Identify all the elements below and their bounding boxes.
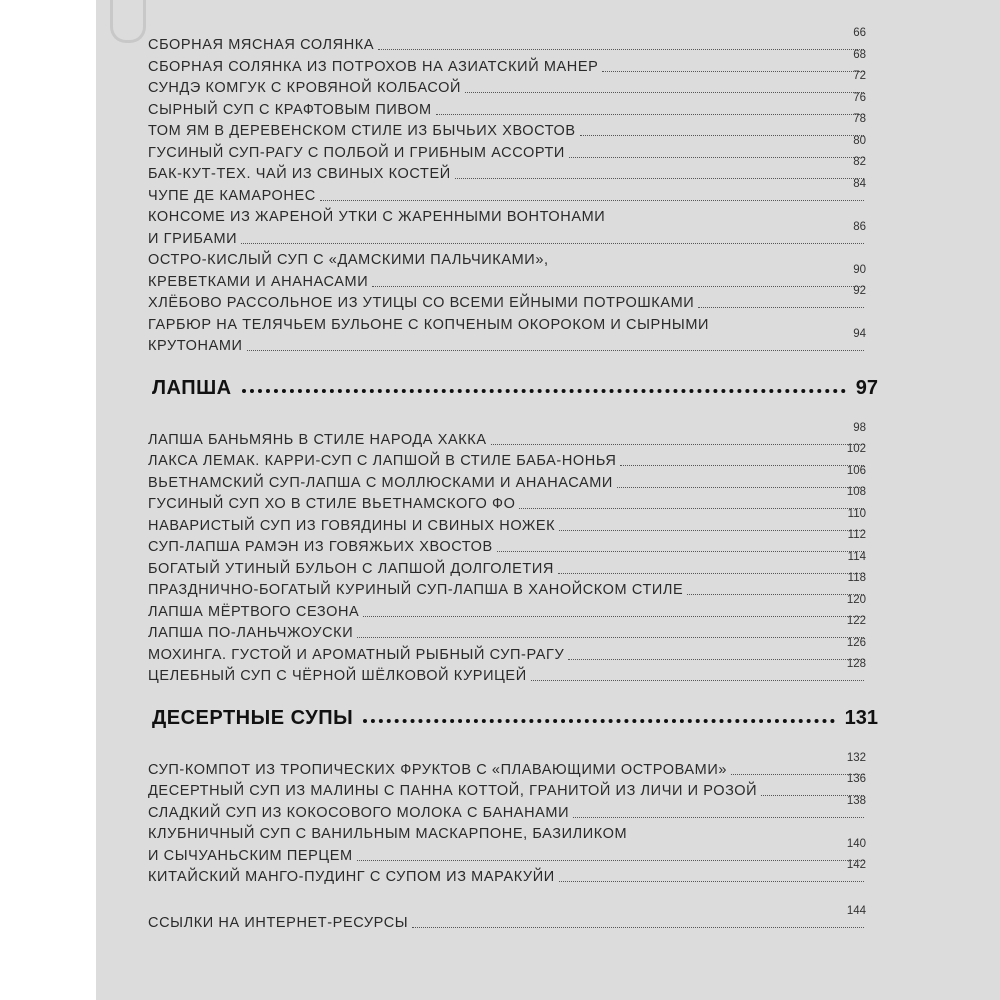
toc-entry-title: ЧУПЕ ДЕ КАМАРОНЕС bbox=[148, 187, 316, 204]
toc-entry-title: ГУСИНЫЙ СУП ХО В СТИЛЕ ВЬЕТНАМСКОГО ФО bbox=[148, 496, 516, 512]
section-page-number: 131 bbox=[844, 706, 878, 729]
toc-entry-title: ПРАЗДНИЧНО-БОГАТЫЙ КУРИНЫЙ СУП-ЛАПША В ХАНОЙСКОМ СТИЛЕ bbox=[148, 582, 684, 598]
toc-page-number: 94 bbox=[853, 328, 866, 340]
toc-page-number: 108 bbox=[846, 486, 866, 498]
toc-page-number: 66 bbox=[853, 27, 866, 39]
toc-entry-title: И СЫЧУАНЬСКИМ ПЕРЦЕМ bbox=[148, 847, 353, 864]
leader-dots bbox=[559, 881, 864, 882]
toc-entry-title: ХЛЁБОВО РАССОЛЬНОЕ ИЗ УТИЦЫ СО ВСЕМИ ЕЙНЫМИ ПОТРОШКАМИ bbox=[148, 295, 695, 311]
toc-page-number: 118 bbox=[847, 572, 866, 584]
toc-entry-title: ГАРБЮР НА ТЕЛЯЧЬЕМ БУЛЬОНЕ С КОПЧЕНЫМ ОКОРОКОМ И СЫРНЫМИ bbox=[148, 316, 710, 333]
toc-page-number: 112 bbox=[847, 529, 866, 541]
toc-page-number: 68 bbox=[853, 48, 866, 61]
leader-dots bbox=[378, 49, 864, 50]
table-of-contents bbox=[96, 0, 1000, 1000]
leader-dots bbox=[412, 927, 864, 928]
section-page-number: 97 bbox=[855, 376, 878, 399]
toc-page-number: 86 bbox=[853, 220, 866, 233]
toc-page-number: 106 bbox=[846, 464, 866, 477]
toc-entry-title: ТОМ ЯМ В ДЕРЕВЕНСКОМ СТИЛЕ ИЗ БЫЧЬИХ ХВОСТОВ bbox=[148, 123, 576, 139]
toc-entry-title: СУП-ЛАПША РАМЭН ИЗ ГОВЯЖЬИХ ХВОСТОВ bbox=[148, 539, 493, 555]
toc-page-number: 82 bbox=[853, 156, 866, 168]
toc-entry-title: МОХИНГА. ГУСТОЙ И АРОМАТНЫЙ РЫБНЫЙ СУП-РАГУ bbox=[148, 646, 565, 663]
toc-page-number: 102 bbox=[846, 443, 866, 455]
toc-page-number: 110 bbox=[847, 507, 866, 520]
toc-page-number: 140 bbox=[846, 837, 866, 850]
toc-page-number: 78 bbox=[853, 113, 866, 125]
leader-dots bbox=[357, 860, 864, 861]
toc-entry-title: ЛАКСА ЛЕМАК. КАРРИ-СУП С ЛАПШОЙ В СТИЛЕ БАБА-НОНЬЯ bbox=[148, 453, 617, 469]
leader-dots bbox=[363, 616, 864, 617]
toc-entry-title: НАВАРИСТЫЙ СУП ИЗ ГОВЯДИНЫ И СВИНЫХ НОЖЕК bbox=[148, 517, 556, 534]
toc-entry-title: КРЕВЕТКАМИ И АНАНАСАМИ bbox=[148, 273, 369, 290]
leader-dots bbox=[573, 817, 864, 818]
toc-entry-title: СБОРНАЯ МЯСНАЯ СОЛЯНКА bbox=[148, 37, 375, 53]
toc-page-number: 128 bbox=[846, 658, 866, 670]
toc-page-number: 98 bbox=[853, 421, 866, 434]
toc-page-number: 144 bbox=[846, 904, 866, 917]
leader-dots bbox=[241, 243, 864, 244]
leader-dots bbox=[320, 200, 864, 201]
toc-page-number: 80 bbox=[853, 134, 866, 147]
toc-page-number: 126 bbox=[846, 636, 866, 649]
section-title: ЛАПША bbox=[152, 376, 232, 399]
leader-dots bbox=[455, 178, 864, 179]
section-leader-dots bbox=[363, 719, 834, 723]
toc-entry-title: БОГАТЫЙ УТИНЫЙ БУЛЬОН С ЛАПШОЙ ДОЛГОЛЕТИЯ bbox=[148, 560, 554, 577]
toc-entry-title: СУНДЭ КОМГУК С КРОВЯНОЙ КОЛБАСОЙ bbox=[148, 80, 462, 96]
toc-entry-title: ДЕСЕРТНЫЙ СУП ИЗ МАЛИНЫ С ПАННА КОТТОЙ, ГРАНИТОЙ ИЗ ЛИЧИ И РОЗОЙ bbox=[148, 783, 758, 799]
toc-page-number: 72 bbox=[853, 70, 866, 82]
toc-entry-title: ГУСИНЫЙ СУП-РАГУ С ПОЛБОЙ И ГРИБНЫМ АССОРТИ bbox=[148, 144, 565, 161]
toc-entry-title: КОНСОМЕ ИЗ ЖАРЕНОЙ УТКИ С ЖАРЕННЫМИ ВОНТОНАМИ bbox=[148, 209, 606, 225]
toc-entry-title: ЛАПША МЁРТВОГО СЕЗОНА bbox=[148, 603, 360, 620]
leader-dots bbox=[491, 444, 864, 445]
leader-dots bbox=[568, 659, 864, 660]
toc-entry-title: СЫРНЫЙ СУП С КРАФТОВЫМ ПИВОМ bbox=[148, 101, 432, 118]
toc-page-number: 142 bbox=[846, 859, 866, 871]
toc-entry-title: СЛАДКИЙ СУП ИЗ КОКОСОВОГО МОЛОКА С БАНАНАМИ bbox=[148, 804, 570, 821]
toc-entry-title: ВЬЕТНАМСКИЙ СУП-ЛАПША С МОЛЛЮСКАМИ И АНАНАСАМИ bbox=[148, 474, 613, 491]
leader-dots bbox=[580, 135, 864, 136]
toc-entry-title: И ГРИБАМИ bbox=[148, 230, 238, 247]
toc-page-number: 90 bbox=[853, 263, 866, 276]
leader-dots bbox=[497, 551, 864, 552]
leader-dots bbox=[436, 114, 864, 115]
leader-dots bbox=[602, 71, 864, 72]
toc-entry-title: ЦЕЛЕБНЫЙ СУП С ЧЁРНОЙ ШЁЛКОВОЙ КУРИЦЕЙ bbox=[148, 668, 527, 684]
leader-dots bbox=[247, 350, 864, 351]
book-page bbox=[96, 0, 1000, 1000]
leader-dots bbox=[531, 680, 864, 681]
toc-page-number: 122 bbox=[846, 615, 866, 627]
toc-page-number: 132 bbox=[846, 751, 866, 764]
toc-page-number: 114 bbox=[847, 550, 866, 563]
toc-entry-title: СУП-КОМПОТ ИЗ ТРОПИЧЕСКИХ ФРУКТОВ С «ПЛАВАЮЩИМИ ОСТРОВАМИ» bbox=[148, 761, 728, 778]
section-leader-dots bbox=[242, 389, 846, 393]
leader-dots bbox=[357, 637, 864, 638]
leader-dots bbox=[559, 530, 864, 531]
leader-dots bbox=[519, 508, 864, 509]
leader-dots bbox=[569, 157, 864, 158]
leader-dots bbox=[372, 286, 864, 287]
leader-dots bbox=[698, 307, 864, 308]
toc-page-number: 136 bbox=[846, 773, 866, 785]
toc-entry-title: ОСТРО-КИСЛЫЙ СУП С «ДАМСКИМИ ПАЛЬЧИКАМИ», bbox=[148, 252, 549, 268]
toc-entry-title: КИТАЙСКИЙ МАНГО-ПУДИНГ С СУПОМ ИЗ МАРАКУЙИ bbox=[148, 869, 555, 885]
toc-page-number: 138 bbox=[846, 794, 866, 807]
leader-dots bbox=[465, 92, 864, 93]
toc-entry-title: КЛУБНИЧНЫЙ СУП С ВАНИЛЬНЫМ МАСКАРПОНЕ, БАЗИЛИКОМ bbox=[148, 826, 628, 842]
leader-dots bbox=[558, 573, 864, 574]
toc-entry-title: ССЫЛКИ НА ИНТЕРНЕТ-РЕСУРСЫ bbox=[148, 914, 409, 931]
toc-page-number: 120 bbox=[846, 593, 866, 606]
toc-entry-title: БАК-КУТ-ТЕХ. ЧАЙ ИЗ СВИНЫХ КОСТЕЙ bbox=[148, 166, 451, 182]
section-title: ДЕСЕРТНЫЕ СУПЫ bbox=[152, 706, 354, 729]
toc-entry-title: ЛАПША БАНЬМЯНЬ В СТИЛЕ НАРОДА ХАККА bbox=[148, 431, 487, 448]
toc-entry-title: СБОРНАЯ СОЛЯНКА ИЗ ПОТРОХОВ НА АЗИАТСКИЙ МАНЕР bbox=[148, 58, 599, 75]
toc-page-number: 92 bbox=[853, 285, 866, 297]
toc-entry-title: КРУТОНАМИ bbox=[148, 338, 243, 354]
toc-page-number: 76 bbox=[853, 91, 866, 104]
toc-page-number: 84 bbox=[853, 177, 866, 190]
toc-entry-title: ЛАПША ПО-ЛАНЬЧЖОУСКИ bbox=[148, 625, 354, 641]
